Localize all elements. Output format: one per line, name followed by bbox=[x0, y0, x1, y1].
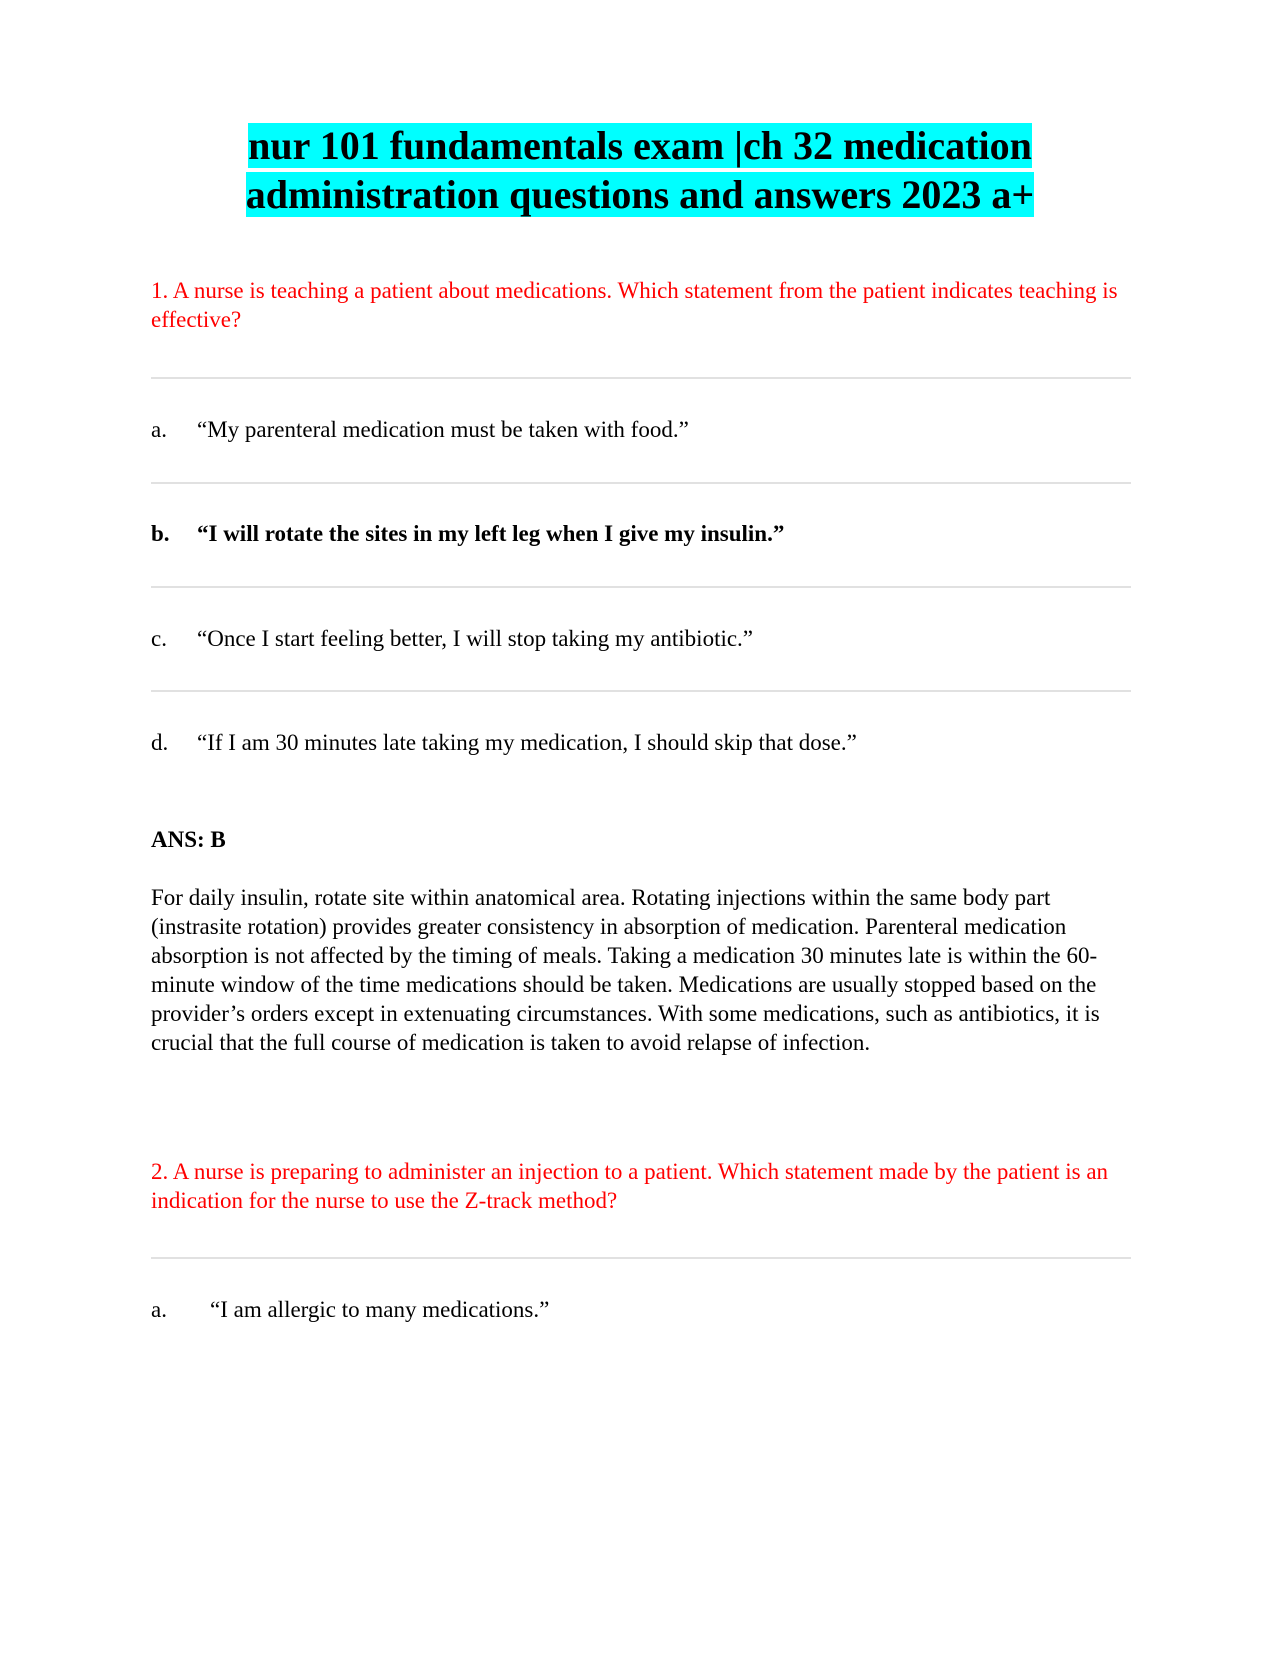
title-highlight: nur 101 fundamentals exam |ch 32 medication administration questions and answers 2023 a+ bbox=[245, 123, 1035, 217]
divider bbox=[151, 1257, 1131, 1259]
divider bbox=[151, 482, 1131, 484]
option-text: “Once I start feeling better, I will stop taking my antibiotic.” bbox=[197, 626, 754, 651]
question-1-answer: ANS: B bbox=[151, 827, 226, 852]
option-text: “I am allergic to many medications.” bbox=[210, 1297, 550, 1322]
option-letter: c. bbox=[151, 626, 167, 651]
option-letter: a. bbox=[151, 1297, 167, 1322]
question-2-prompt: 2. A nurse is preparing to administer an injection to a patient. Which statement made by the patient is an indication for the nurse to use the Z-track method? bbox=[151, 1159, 1109, 1213]
option-text: “I will rotate the sites in my left leg when I give my insulin.” bbox=[197, 521, 785, 546]
divider bbox=[151, 586, 1131, 588]
question-1-option-d bbox=[151, 728, 1131, 757]
divider bbox=[151, 690, 1131, 692]
question-1-option-b bbox=[151, 519, 1131, 548]
question-1-prompt: 1. A nurse is teaching a patient about medications. Which statement from the patient indicates teaching is effective? bbox=[151, 278, 1118, 332]
question-1-option-c bbox=[151, 624, 1131, 653]
question-1-rationale: For daily insulin, rotate site within anatomical area. Rotating injections within the same body part (instrasite rotation) provides greater consistency in absorption of medication. Parenteral medication absorption is not affected by the timing of meals. Taking a medication 30 minutes late is within the 60-minute window of the time medications should be taken. Medications are usually stopped based on the provider’s orders except in extenuating circumstances. With some medications, such as antibiotics, it is crucial that the full course of medication is taken to avoid relapse of infection. bbox=[151, 885, 1100, 1055]
document-title bbox=[150, 121, 1130, 219]
option-letter: d. bbox=[151, 730, 169, 755]
option-letter: a. bbox=[151, 417, 167, 442]
question-1-option-a bbox=[151, 415, 1131, 444]
option-letter: b. bbox=[151, 521, 170, 546]
divider bbox=[151, 377, 1131, 379]
question-2-option-a bbox=[151, 1295, 1131, 1324]
option-text: “If I am 30 minutes late taking my medication, I should skip that dose.” bbox=[197, 730, 857, 755]
option-text: “My parenteral medication must be taken with food.” bbox=[197, 417, 689, 442]
